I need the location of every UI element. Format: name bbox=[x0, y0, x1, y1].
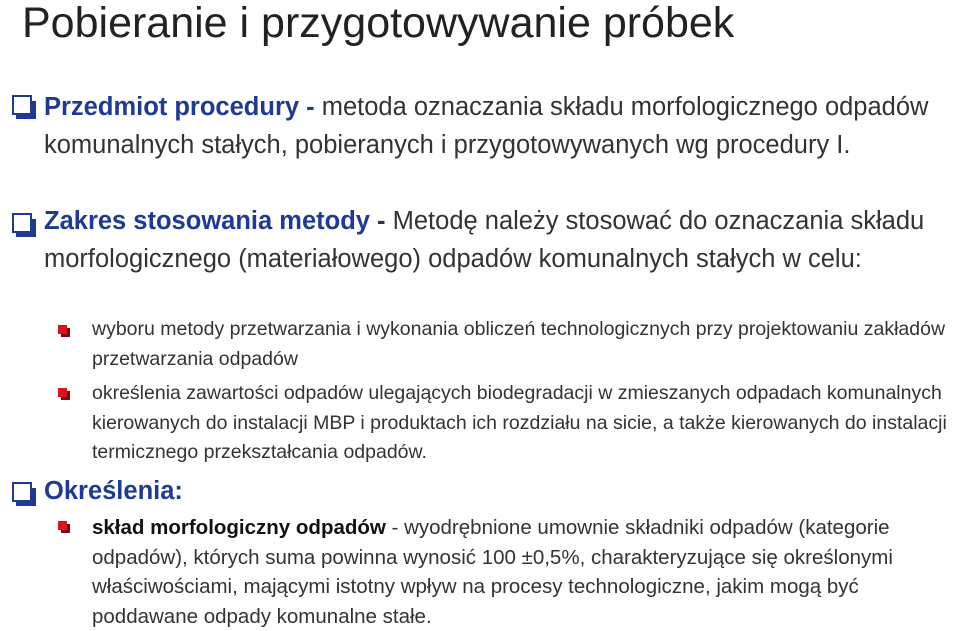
sub-item-text bbox=[92, 513, 952, 631]
square-bullet-icon bbox=[58, 521, 67, 530]
slide-title: Pobieranie i przygotowywanie próbek bbox=[22, 0, 735, 47]
item-body: metoda oznaczania składu morfologicznego odpadów komunalnych stałych, pobieranych i przygotowywanych wg procedury I. bbox=[44, 93, 929, 159]
item-heading: Określenia: bbox=[44, 477, 183, 505]
checkbox-bullet-icon bbox=[12, 95, 32, 115]
sub-item-text: określenia zawartości odpadów ulegających biodegradacji w zmieszanych odpadach komunalnych kierowanych do instalacji MBP i produktach ich rozdziału na sicie, a także kierowanych do instalacji termicznego przekształcania odpadów. bbox=[92, 382, 947, 463]
item-text bbox=[44, 202, 949, 278]
item-separator: - bbox=[299, 93, 322, 121]
definition-term: skład morfologiczny odpadów bbox=[92, 516, 386, 539]
item-heading: Zakres stosowania metody bbox=[44, 207, 370, 235]
item-body: Metodę należy stosować do oznaczania składu morfologicznego (materiałowego) odpadów komunalnych stałych w celu: bbox=[44, 207, 925, 273]
square-bullet-icon bbox=[58, 325, 67, 334]
item-heading: Przedmiot procedury bbox=[44, 93, 300, 121]
square-bullet-icon bbox=[58, 388, 67, 397]
item-text bbox=[44, 88, 949, 164]
item-text bbox=[44, 472, 949, 510]
item-separator: - bbox=[369, 207, 393, 235]
sub-item-text: wyboru metody przetwarzania i wykonania obliczeń technologicznych przy projektowaniu zakładów przetwarzania odpadów bbox=[92, 318, 946, 370]
checkbox-bullet-icon bbox=[12, 482, 32, 502]
definition-text: - wyodrębnione umownie składniki odpadów (kategorie odpadów), których suma powinna wynosić 100 ±0,5%, charakteryzujące się określonymi właściwościami, mającymi istotny wpływ na procesy technologiczne, jakim mogą być poddawane odpady komunalne stałe. bbox=[92, 516, 893, 628]
checkbox-bullet-icon bbox=[12, 213, 32, 233]
